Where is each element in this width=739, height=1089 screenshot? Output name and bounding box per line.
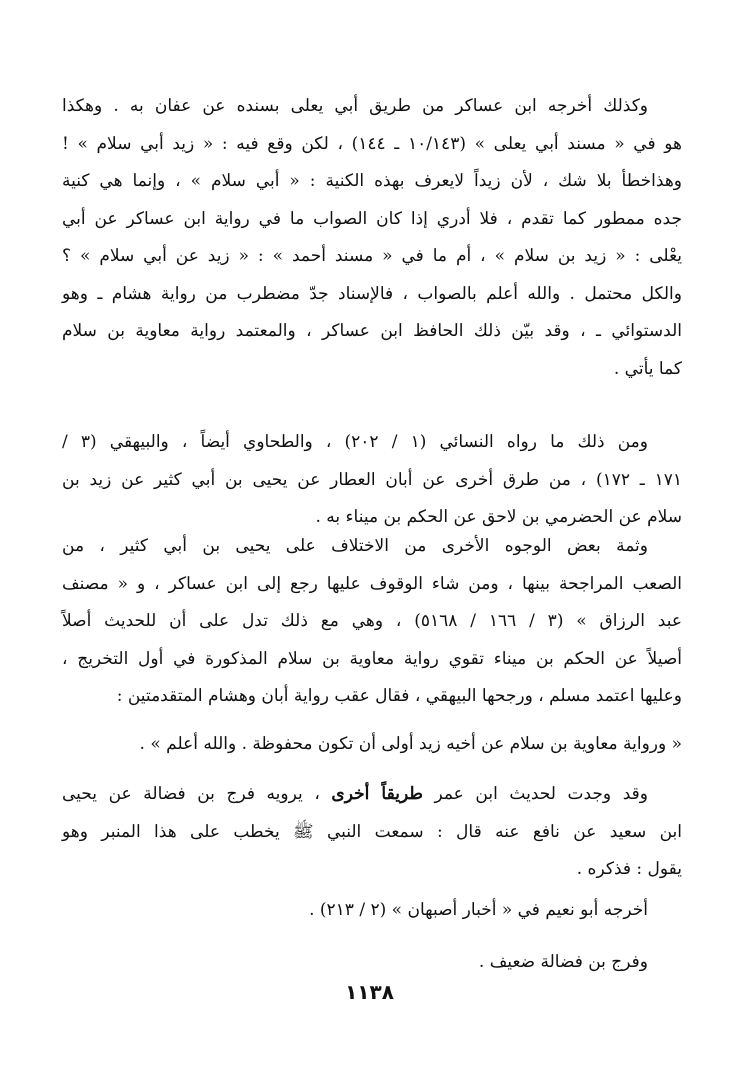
page-number: ١١٣٨ xyxy=(345,980,394,1004)
paragraph-ibn-umar-route xyxy=(62,776,682,889)
text-line: وعليها اعتمد مسلم ، ورجحها البيهقي ، فقال عقب رواية أبان وهشام المتقدمتين : xyxy=(116,686,682,706)
paragraph-other-aspects xyxy=(62,528,682,716)
text-line: كما يأتي . xyxy=(613,358,682,379)
text-line: يعْلى : « زيد بن سلام » ، أم ما في « مسند أحمد » : « زيد عن أبي سلام » ؟ xyxy=(62,246,682,266)
text-line: وثمة بعض الوجوه الأخرى من الاختلاف على يحيى بن أبي كثير ، من xyxy=(62,536,648,556)
text-line: أصيلاً عن الحكم بن ميناء تقوي رواية معاوية بن سلام المذكورة في أول التخريج ، xyxy=(62,648,682,669)
text-line: وهذاخطأ بلا شك ، لأن زيداً لايعرف بهذه الكنية : « أبي سلام » ، وإنما هي كنية xyxy=(62,171,682,191)
text-line: الدستوائي ـ ، وقد بيّن ذلك الحافظ ابن عساكر ، والمعتمد رواية معاوية بن سلام xyxy=(62,321,682,341)
text-line: أخرجه أبو نعيم في « أخبار أصبهان » (٢ / ٢١٣) . xyxy=(309,900,648,920)
text-line: « ورواية معاوية بن سلام عن أخيه زيد أولى أن تكون محفوظة . والله أعلم » . xyxy=(139,734,682,754)
text-line: وكذلك أخرجه ابن عساكر من طريق أبي يعلى بسنده عن عفان به . وهكذا xyxy=(62,96,648,116)
text-line xyxy=(62,776,682,814)
text-line: وفرج بن فضالة ضعيف . xyxy=(478,952,648,972)
bold-phrase: طريقاً أخرى xyxy=(331,784,423,804)
text-line: سلام عن الحضرمي بن لاحق عن الحكم بن ميناء به . xyxy=(315,507,682,527)
paragraph-faraj-weak xyxy=(62,944,682,982)
text-line: الصعب المراجحة بينها ، ومن شاء الوقوف عليها رجع إلى ابن عساكر ، و « مصنف xyxy=(62,573,682,594)
text-line: هو في « مسند أبي يعلى » (١٠/١٤٣ ـ ١٤٤) ، لكن وقع فيه : « زيد أبي سلام » ! xyxy=(62,133,683,154)
paragraph-ibn-asakir xyxy=(62,88,682,388)
text-line: ابن سعيد عن نافع عنه قال : سمعت النبي ﷺ يخطب على هذا المنبر وهو xyxy=(62,821,682,842)
text-line: جده ممطور كما تقدم ، فلا أدري إذا كان الصواب ما في رواية ابن عساكر عن أبي xyxy=(62,208,682,229)
paragraph-nasai xyxy=(62,424,682,537)
text-line: ومن ذلك ما رواه النسائي (١ / ٢٠٢) ، والطحاوي أيضاً ، والبيهقي (٣ / xyxy=(62,432,648,452)
text-segment: وقد وجدت لحديث ابن عمر xyxy=(422,784,648,804)
paragraph-abu-nuaym xyxy=(62,892,682,930)
paragraph-quote xyxy=(62,726,682,764)
text-line: ١٧١ ـ ١٧٢) ، من طرق أخرى عن أبان العطار عن يحيى بن أبي كثير عن زيد بن xyxy=(62,469,682,490)
text-line: والكل محتمل . والله أعلم بالصواب ، فالإسناد جدّ مضطرب من رواية هشام ـ وهو xyxy=(62,283,682,304)
text-segment: ، يرويه فرج بن فضالة عن يحيى xyxy=(62,784,332,804)
text-line: يقول : فذكره . xyxy=(576,859,682,879)
text-line: عبد الرزاق » (٣ / ١٦٦ / ٥١٦٨) ، وهي مع ذلك تدل على أن للحديث أصلاً xyxy=(62,611,682,631)
